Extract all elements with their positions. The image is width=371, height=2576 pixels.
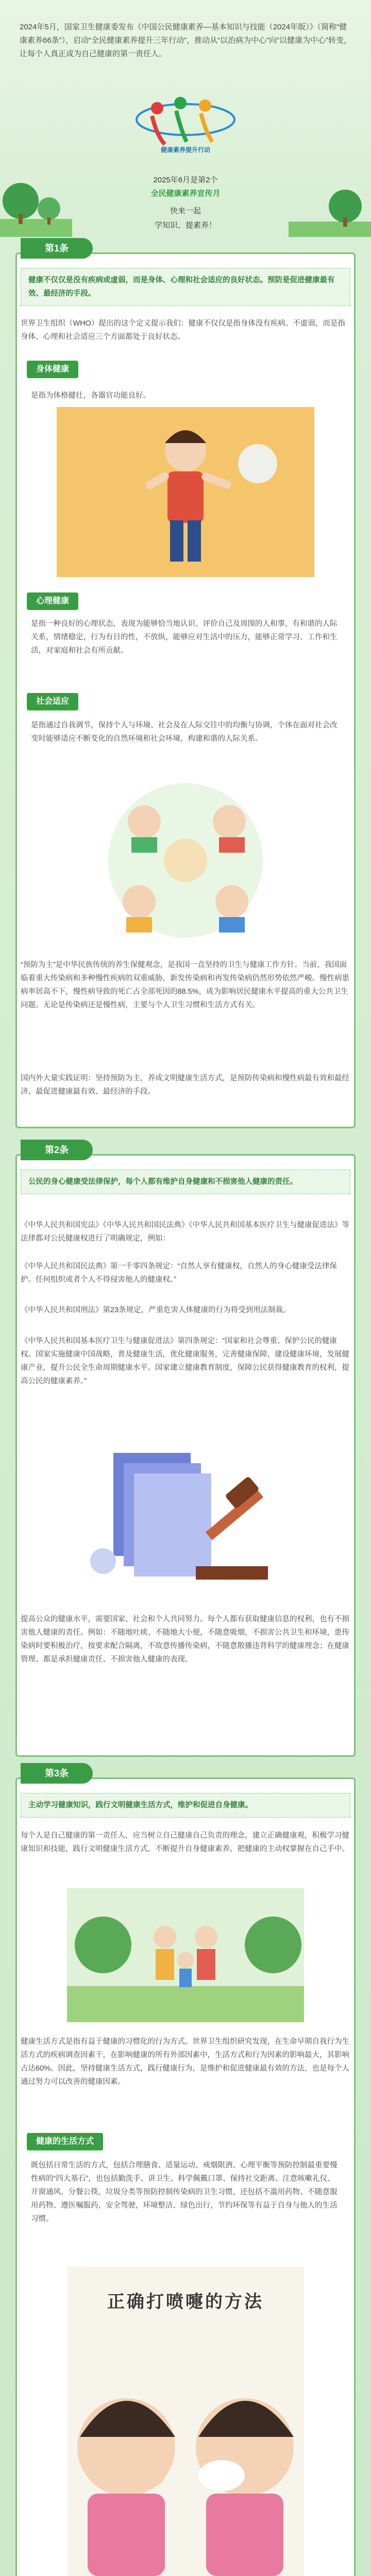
section-2-tag: 第2条 — [21, 1140, 93, 1160]
section-3-para-2: 健康生活方式是指有益于健康的习惯化的行为方式。世界卫生组织研究发现，在生命早期自我行为生活方式的疾病调查因素干，在影响健康的所有外部因素中，生活方式和行为因素的影响最大，其影响占达60%。因此，坚持健康生活方式，践行健康行为，是维护和促进健康最有效的方法，也是每个人通过努力可以改善的健康因素。 — [21, 2038, 350, 2086]
slogan-line-2: 学知识、提素养！ — [154, 221, 216, 230]
sneeze-illustration — [67, 2267, 304, 2576]
body-health-title: 身体健康 — [27, 361, 78, 378]
section-2-para-2: 《中华人民共和国民法典》第一千零四条规定：“自然人享有健康权，自然人的身心健康受法律保护。任何组织或者个人不得侵害他人的健康权。” — [21, 1262, 337, 1284]
logo-caption: 健康素养提升行动 — [160, 146, 210, 154]
section-3-para-1: 每个人是自己健康的第一责任人，应当树立自己健康自己负责的理念，建立正确健康观，积极学习健康知识和技能，践行文明健康生活方式，不断提升自身健康素养，把健康的主动权掌握在自己手中。 — [21, 1832, 349, 1853]
section-2-lead: 公民的身心健康受法律保护，每个人都有维护自身健康和不损害他人健康的责任。 — [21, 1170, 350, 1194]
section-3-para-3: 既包括日常生活的方式，包括合理膳食、适量运动、戒烟限酒、心理平衡等预防控制最重要慢性病的“四大基石”，也包括勤洗手、讲卫生、科学佩戴口罩、保持社交距离、注意咳嗽礼仪、开窗通风、分餐公筷，垃圾分类等预防控制传染病的卫生习惯，还包括不滥用药物、不随意服用药物、遵医嘱服药，安全驾驶，环境整洁、绿色出行，节约环保等有益于自身与他人的生活习惯。 — [31, 2161, 338, 2223]
intro-paragraph: 2024年5月，国家卫生健康委发布《中国公民健康素养—基本知识与技能（2024年版）》（简称“健康素养66条”），启动“全民健康素养提升三年行动”，推动从“以治病为中心”向“以健康为中心”转变，让每个人真正成为自己健康的第一责任人。 — [20, 23, 352, 58]
section-1-tag: 第1条 — [21, 238, 93, 259]
section-1-para-1: 世界卫生组织（WHO）提出的这个定义提示我们：健康不仅仅是指身体没有疾病、不虚弱，而是指身体、心理和社会适应三个方面都处于良好状态。 — [21, 319, 345, 341]
sneeze-people-icon — [67, 2329, 304, 2576]
sneeze-title: 正确打喷嚏的方法 — [107, 2292, 264, 2312]
exercise-park-illustration — [67, 1888, 304, 2022]
health-literacy-logo — [129, 88, 242, 160]
exercise-family-icon — [67, 1888, 304, 2022]
exercise-boy-icon — [57, 407, 314, 577]
country-paragraph: 国内外大量实践证明：坚持预防为主，养成文明健康生活方式，是预防传染病和慢性病最有效和最经济、最促进健康最有效、最经济的手段。 — [21, 1074, 349, 1096]
social-illustration — [82, 773, 289, 948]
section-2-para-3: 《中华人民共和国刑法》第23条规定，严重危害人体健康的行为将受到刑法制裁。 — [21, 1306, 291, 1314]
social-adapt-text: 是指通过自我调节，保持个人与环境、社会及在人际交往中的均衡与协调，个体在面对社会改变时能够适应不断变化的自然环境和社会环境，构建和谐的人际关系。 — [31, 721, 338, 743]
section-2-para-4: 《中华人民共和国基本医疗卫生与健康促进法》第四条规定：“国家和社会尊重、保护公民的健康权。国家实施健康中国战略，普及健康生活，优化健康服务，完善健康保障，建设健康环境，发展健康产业，提升公民全生命周期健康水平。国家建立健康教育制度，保障公民获得健康教育的权利，提高公民的健康素养。” — [21, 1337, 349, 1385]
trees-right-icon — [289, 185, 371, 237]
body-health-illustration — [57, 407, 314, 577]
issue-line: 2025年6月是第2个 — [153, 176, 218, 184]
mind-health-text: 是指一种良好的心理状态，表现为能够恰当地认识、评价自己及周围的人和事，有和谐的人际关系，情绪稳定，行为有目的性，不放纵，能够应对生活中的压力，能够正常学习、工作和生活，对家庭和社会有所贡献。 — [31, 620, 338, 655]
law-illustration — [72, 1427, 299, 1597]
section-2-para-5: 提高公众的健康水平，需要国家、社会和个人共同努力。每个人都有获取健康信息的权利，也有不损害他人健康的责任。例如：不随地吐痰、不随地大小便，不随意吸烟，不损害公共卫生和环境，患传染病时要积极治疗，按要求配合隔离，不故意传播传染病，不随意散播违背科学的健康理念；在健康管理、都是承担健康责任、不损害他人健康的表现。 — [21, 1615, 349, 1664]
healthy-life-title: 健康的生活方式 — [27, 2133, 103, 2150]
month-name: 全民健康素养宣传月 — [150, 189, 221, 198]
trees-left-icon — [0, 170, 72, 237]
social-adapt-title: 社会适应 — [27, 693, 78, 710]
section-2-para-1: 《中华人民共和国宪法》《中华人民共和国民法典》《中华人民共和国基本医疗卫生与健康促进法》等法律都对公民健康权进行了明确规定，例如： — [21, 1221, 349, 1243]
section-3-tag: 第3条 — [21, 1763, 93, 1784]
children-circle-icon — [82, 773, 289, 948]
body-health-text: 是指为体格健壮，各器官功能良好。 — [31, 392, 150, 400]
mind-health-title: 心理健康 — [27, 592, 78, 610]
prevent-paragraph: “预防为主”是中华民族传统的养生保健观念，是我国一直坚持的卫生与健康工作方针。当前，我国面临着重大传染病和多种慢性疾病的双重威胁，新发传染病和再发传染病仍然形势依然严峻。慢性病患病率居高不下，慢性病导致的死亡占全部死因的88.5%，成为影响居民健康水平提高的重大公共卫生问题。无论是传染病还是慢性病，主要与个人卫生习惯和生活方式有关。 — [21, 961, 349, 1009]
section-1-lead: 健康不仅仅是没有疾病或虚弱，而是身体、心理和社会适应的良好状态。预防是促进健康最有效、最经济的手段。 — [21, 268, 350, 306]
law-books-gavel-icon — [72, 1427, 299, 1597]
slogan-line-1: 快来一起 — [170, 207, 201, 215]
section-3-lead: 主动学习健康知识，践行文明健康生活方式，维护和促进自身健康。 — [21, 1793, 350, 1818]
